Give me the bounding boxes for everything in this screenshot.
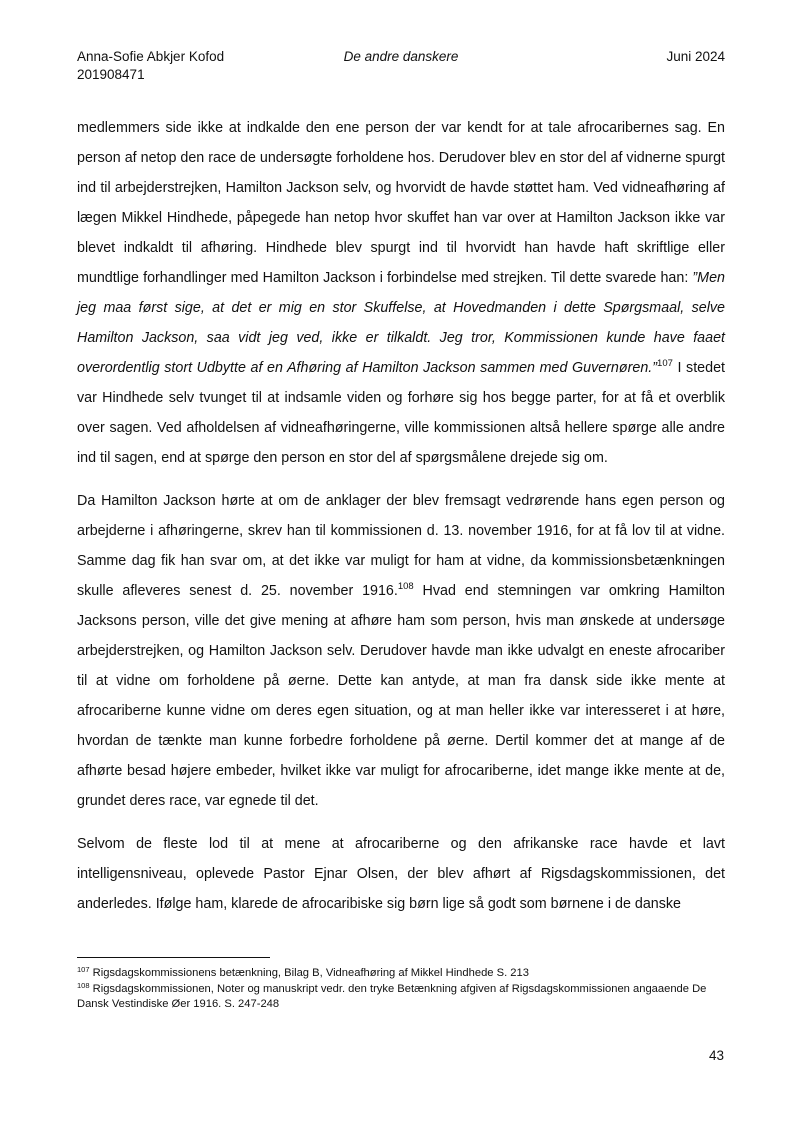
page-header <box>77 48 725 88</box>
paragraph-3 <box>77 829 725 919</box>
body-text <box>77 113 725 932</box>
footnote-text: Rigsdagskommissionen, Noter og manuskript vedr. den tryke Betænkning afgiven af Rigsdagskommissionen angaaende De Dansk Vestindiske Øer 1916. S. 247-248 <box>77 983 707 1010</box>
footnote-number: 107 <box>77 965 90 974</box>
paragraph-2-text-a: Da Hamilton Jackson hørte at om de anklager der blev fremsagt vedrørende hans egen person og arbejderne i afhøringerne, skrev han til kommissionen d. 13. november 1916, for at få lov til at vidne. Samme dag fik han svar om, at det ikke var muligt for ham at vidne, da kommissionsbetænkningen skulle afleveres senest d. 25. november 1916. <box>77 493 725 599</box>
footnote-divider <box>77 957 270 958</box>
paragraph-1-text-b: I stedet var Hindhede selv tvunget til at indsamle viden og forhøre sig hos begge parter, for at få et overblik over sagen. Ved afholdelsen af vidneafhøringerne, ville kommissionen altså hellere spørge alle andre ind til sagen, end at spørge den person en stor del af spørgsmålene drejede sig om. <box>77 360 725 466</box>
header-date: Juni 2024 <box>666 49 725 64</box>
footnote-ref-108: 108 <box>397 581 414 592</box>
footnotes <box>77 966 725 1013</box>
footnote-108 <box>77 982 725 1012</box>
header-author: Anna-Sofie Abkjer Kofod <box>77 49 225 64</box>
header-student-id: 201908471 <box>77 67 145 82</box>
footnote-107 <box>77 966 725 981</box>
paragraph-2-text-b: Hvad end stemningen var omkring Hamilton Jacksons person, ville det give mening at afhøre ham som person, hvis man ønskede at undersøge arbejderstrejken, og Hamilton Jackson selv. Derudover havde man ikke udvalgt en eneste afrocariber til at vidne om forholdene på øerne. Dette kan antyde, at man fra dansk side ikke mente at afrocariberne kunne vidne om deres egen situation, og at man heller ikke var interesseret i at høre, hvordan de tænkte man kunne forbedre forholdene på øerne. Dertil kommer det at mange af de afhørte besad højere embeder, hvilket ikke var muligt for afrocariberne, idet mange ikke mente at de, grundet deres race, var egnede til det. <box>77 583 725 809</box>
footnote-ref-107: 107 <box>657 358 673 369</box>
paragraph-3-text: Selvom de fleste lod til at mene at afrocariberne og den afrikanske race havde et lavt intelligensniveau, oplevede Pastor Ejnar Olsen, der blev afhørt af Rigsdagskommissionen, det anderledes. Ifølge ham, klarede de afrocaribiske sig børn lige så godt som børnene i de danske <box>77 836 725 912</box>
paragraph-1-text-a: medlemmers side ikke at indkalde den ene person der var kendt for at tale afrocaribernes sag. En person af netop den race de undersøgte forholdene hos. Derudover blev en stor del af vidnerne spurgt ind til arbejderstrejken, Hamilton Jackson selv, og hvorvidt de havde støttet ham. Ved vidneafhøring af lægen Mikkel Hindhede, påpegede han netop hvor skuffet han var over at Hamilton Jackson ikke var blevet indkaldt til afhøring. Hindhede blev spurgt ind til hvorvidt han havde haft skriftlige eller mundtlige forhandlinger med Hamilton Jackson i forbindelse med strejken. Til dette svarede han: <box>77 120 725 286</box>
header-title: De andre danskere <box>343 49 459 64</box>
footnote-text: Rigsdagskommissionens betænkning, Bilag B, Vidneafhøring af Mikkel Hindhede S. 213 <box>89 967 529 979</box>
footnote-number: 108 <box>77 981 90 990</box>
paragraph-1 <box>77 113 725 473</box>
hindhede-quote: ”Men jeg maa først sige, at det er mig en stor Skuffelse, at Hovedmanden i dette Spørgsmaal, selve Hamilton Jackson, saa vidt jeg ved, ikke er tilkaldt. Jeg tror, Kommissionen kunde have faaet overordentlig stort Udbytte af en Afhøring af Hamilton Jackson sammen med Guvernøren.” <box>77 270 725 376</box>
page-number: 43 <box>708 1048 724 1063</box>
paragraph-2 <box>77 486 725 816</box>
